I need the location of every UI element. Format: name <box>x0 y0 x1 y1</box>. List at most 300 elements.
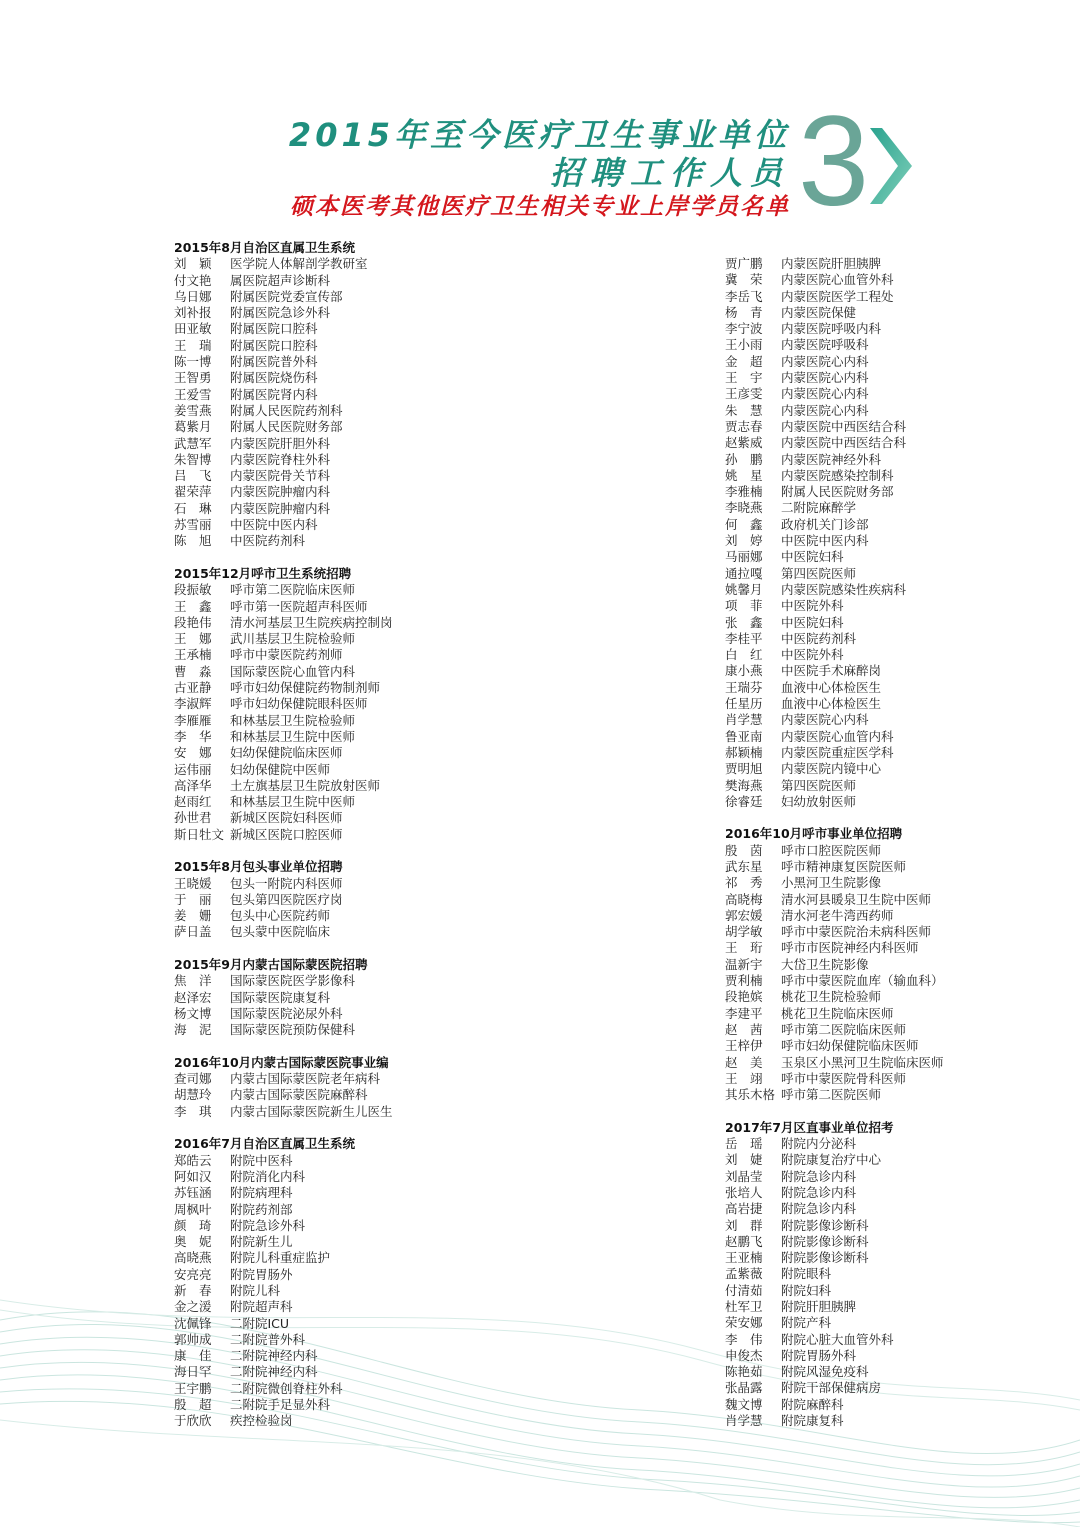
roster-row <box>174 256 534 272</box>
person-name: 刘 婕 <box>725 1152 763 1168</box>
roster-row <box>174 1087 534 1103</box>
department: 内蒙医院脊柱外科 <box>230 451 331 467</box>
roster-row <box>725 1055 1035 1071</box>
person-name: 王 珩 <box>725 940 763 956</box>
person-name: 赵泽宏 <box>174 989 212 1005</box>
roster-row <box>725 321 1035 337</box>
roster-row <box>174 615 534 631</box>
department: 国际蒙医院医学影像科 <box>230 973 356 989</box>
person-name: 李建平 <box>725 1005 763 1021</box>
person-name: 荣安娜 <box>725 1315 763 1331</box>
person-name: 王 鑫 <box>174 598 212 614</box>
roster-row <box>725 859 1035 875</box>
department: 血液中心体检医生 <box>781 679 882 695</box>
department: 二附院ICU <box>230 1315 290 1331</box>
person-name: 肖学慧 <box>725 1413 763 1429</box>
department: 内蒙医院重症医学科 <box>781 744 894 760</box>
department: 土左旗基层卫生院放射医师 <box>230 777 381 793</box>
roster-row <box>174 810 534 826</box>
roster-row <box>725 468 1035 484</box>
person-name: 陈一博 <box>174 354 212 370</box>
department: 呼市第二医院临床医师 <box>230 582 356 598</box>
person-name: 马丽娜 <box>725 549 763 565</box>
roster-row <box>174 1348 534 1364</box>
department: 附院儿科 <box>230 1283 281 1298</box>
roster-row <box>174 1202 534 1218</box>
roster-row <box>725 337 1035 353</box>
roster-row <box>174 1332 534 1348</box>
roster-section <box>174 240 534 550</box>
department: 附院肝胆胰脾 <box>781 1299 857 1314</box>
person-name: 李桂平 <box>725 630 763 646</box>
roster-row <box>174 729 534 745</box>
person-name: 李 华 <box>174 728 212 744</box>
roster-row <box>725 1364 1035 1380</box>
department: 附院超声科 <box>230 1299 293 1315</box>
roster-row <box>725 647 1035 663</box>
person-name: 武东星 <box>725 858 763 874</box>
department: 内蒙古国际蒙医院老年病科 <box>230 1071 381 1087</box>
department: 大岱卫生院影像 <box>781 956 869 972</box>
department: 和林基层卫生院中医师 <box>230 728 356 744</box>
person-name: 温新宇 <box>725 956 763 972</box>
roster-row <box>725 1218 1035 1234</box>
roster-row <box>725 989 1035 1005</box>
person-name: 郭帅成 <box>174 1331 212 1347</box>
department: 内蒙医院心内科 <box>781 386 869 402</box>
roster-row <box>725 517 1035 533</box>
person-name: 查司娜 <box>174 1071 212 1087</box>
person-name: 王小雨 <box>725 337 763 353</box>
person-name: 葛紫月 <box>174 419 212 435</box>
department: 二附院微创脊柱外科 <box>230 1380 343 1396</box>
department: 附院胃肠外 <box>230 1266 293 1282</box>
roster-row <box>725 1348 1035 1364</box>
roster-row <box>174 631 534 647</box>
roster-row <box>174 452 534 468</box>
chevron-right-icon <box>868 126 914 206</box>
person-name: 郑皓云 <box>174 1152 212 1168</box>
person-name: 赵 美 <box>725 1054 763 1070</box>
department: 第四医院医师 <box>781 777 857 793</box>
person-name: 段振敏 <box>174 582 212 598</box>
department: 附院中医科 <box>230 1152 293 1168</box>
roster-row <box>725 1038 1035 1054</box>
department: 附院干部保健病房 <box>781 1380 882 1396</box>
roster-section <box>174 859 534 940</box>
roster-row <box>725 631 1035 647</box>
person-name: 殷 超 <box>174 1397 212 1413</box>
person-name: 乌日娜 <box>174 288 212 304</box>
department: 二附院神经内科 <box>230 1348 318 1364</box>
department: 呼市第一医院超声科医师 <box>230 598 368 614</box>
person-name: 安亮亮 <box>174 1266 212 1282</box>
department: 呼市中蒙医院血库（输血科） <box>781 973 944 989</box>
roster-row <box>725 566 1035 582</box>
roster-row <box>725 1315 1035 1331</box>
person-name: 胡慧玲 <box>174 1087 212 1103</box>
roster-row <box>174 762 534 778</box>
roster-section <box>725 256 1035 810</box>
person-name: 徐睿廷 <box>725 793 763 809</box>
person-name: 任星历 <box>725 696 763 712</box>
department: 二附院手足显外科 <box>230 1397 331 1413</box>
roster-row <box>725 1201 1035 1217</box>
roster-row <box>725 1071 1035 1087</box>
person-name: 陈 旭 <box>174 533 212 549</box>
department: 内蒙古国际蒙医院新生儿医生 <box>230 1103 393 1119</box>
roster-row <box>725 778 1035 794</box>
roster-row <box>725 354 1035 370</box>
department: 附院新生儿 <box>230 1234 293 1250</box>
department: 国际蒙医院心血管内科 <box>230 663 356 679</box>
roster-row <box>174 713 534 729</box>
roster-row <box>174 876 534 892</box>
roster-row <box>725 1299 1035 1315</box>
person-name: 张晶露 <box>725 1380 763 1396</box>
department: 呼市市医院神经内科医师 <box>781 940 919 956</box>
roster-row <box>174 1185 534 1201</box>
department: 国际蒙医院预防保健科 <box>230 1022 356 1038</box>
person-name: 王彦雯 <box>725 386 763 402</box>
department: 附属医院普外科 <box>230 354 318 370</box>
person-name: 王梓伊 <box>725 1038 763 1054</box>
roster-row <box>725 843 1035 859</box>
roster-row <box>174 370 534 386</box>
person-name: 李雁雁 <box>174 712 212 728</box>
roster-section <box>725 826 1035 1103</box>
person-name: 段艳伟 <box>174 614 212 630</box>
roster-row <box>725 924 1035 940</box>
roster-row <box>174 778 534 794</box>
person-name: 萨日盖 <box>174 924 212 940</box>
roster-row <box>174 794 534 810</box>
department: 新城区医院口腔医师 <box>230 826 343 842</box>
person-name: 郭宏媛 <box>725 907 763 923</box>
person-name: 王瑞芬 <box>725 679 763 695</box>
department: 呼市妇幼保健院药物制剂师 <box>230 680 381 696</box>
person-name: 张培人 <box>725 1184 763 1200</box>
roster-row <box>174 1006 534 1022</box>
section-title: 2016年10月呼市事业单位招聘 <box>725 826 903 842</box>
department: 内蒙医院肝胆外科 <box>230 435 331 451</box>
department: 内蒙医院中西医结合科 <box>781 435 907 451</box>
roster-row <box>725 1136 1035 1152</box>
department: 附院康复治疗中心 <box>781 1152 882 1168</box>
department: 内蒙医院保健 <box>781 304 857 320</box>
department: 玉泉区小黑河卫生院临床医师 <box>781 1054 944 1070</box>
department: 小黑河卫生院影像 <box>781 875 882 891</box>
person-name: 贾广鹏 <box>725 256 763 271</box>
person-name: 颜 琦 <box>174 1217 212 1233</box>
department: 新城区医院妇科医师 <box>230 810 343 826</box>
roster-row <box>174 354 534 370</box>
person-name: 其乐木格 <box>725 1087 776 1103</box>
department: 中医院手术麻醉岗 <box>781 663 882 679</box>
roster-row <box>174 973 534 989</box>
roster-row <box>174 582 534 598</box>
person-name: 刘晶莹 <box>725 1168 763 1184</box>
roster-row <box>725 403 1035 419</box>
department: 附属人民医院药剂科 <box>230 402 343 418</box>
roster-row <box>725 533 1035 549</box>
department: 附院急诊内科 <box>781 1184 857 1200</box>
department: 血液中心体检医生 <box>781 696 882 712</box>
person-name: 杨文博 <box>174 1005 212 1021</box>
roster-row <box>174 827 534 843</box>
department: 内蒙医院心血管外科 <box>781 272 894 288</box>
roster-row <box>725 745 1035 761</box>
roster-row <box>174 403 534 419</box>
person-name: 申俊杰 <box>725 1347 763 1363</box>
person-name: 杨 青 <box>725 304 763 320</box>
department: 附院影像诊断科 <box>781 1233 869 1249</box>
person-name: 高泽华 <box>174 777 212 793</box>
department: 附院影像诊断科 <box>781 1250 869 1266</box>
section-title: 2015年8月包头事业单位招聘 <box>174 859 343 875</box>
person-name: 康 佳 <box>174 1348 212 1364</box>
roster-row <box>725 500 1035 516</box>
roster-row <box>725 794 1035 810</box>
title-line-2: 招聘工作人员 <box>549 154 790 192</box>
roster-row <box>725 957 1035 973</box>
roster-row <box>174 990 534 1006</box>
roster-row <box>174 501 534 517</box>
person-name: 姚 星 <box>725 467 763 483</box>
department: 附属人民医院财务部 <box>781 484 894 500</box>
roster-row <box>725 305 1035 321</box>
department: 内蒙医院肝胆胰脾 <box>781 256 882 271</box>
person-name: 李晓燕 <box>725 500 763 516</box>
person-name: 姜 姗 <box>174 908 212 924</box>
roster-row <box>174 647 534 663</box>
roster-row <box>174 1413 534 1429</box>
section-title: 2016年7月自治区直属卫生系统 <box>174 1136 355 1152</box>
department: 附院妇科 <box>781 1282 832 1298</box>
roster-row <box>725 892 1035 908</box>
roster-section <box>174 957 534 1038</box>
roster-row <box>725 1380 1035 1396</box>
roster-row <box>725 615 1035 631</box>
section-title: 2017年7月区直事业单位招考 <box>725 1119 894 1135</box>
page-number: 3 <box>798 90 870 233</box>
roster-row <box>725 370 1035 386</box>
department: 附属医院党委宣传部 <box>230 288 343 304</box>
roster-row <box>725 761 1035 777</box>
department: 妇幼保健院中医师 <box>230 761 331 777</box>
department: 和林基层卫生院中医师 <box>230 794 356 810</box>
roster-row <box>725 272 1035 288</box>
department: 包头蒙中医院临床 <box>230 924 331 940</box>
department: 包头中心医院药师 <box>230 908 331 924</box>
department: 二附院麻醉学 <box>781 500 857 516</box>
department: 附属人民医院财务部 <box>230 419 343 435</box>
department: 附院消化内科 <box>230 1168 306 1184</box>
department: 医学院人体解剖学教研室 <box>230 256 368 272</box>
person-name: 胡学敏 <box>725 924 763 940</box>
department: 附院心脏大血管外科 <box>781 1331 894 1347</box>
person-name: 王 瑞 <box>174 337 212 353</box>
roster-section <box>174 1055 534 1120</box>
person-name: 王宇鹏 <box>174 1380 212 1396</box>
person-name: 高晓燕 <box>174 1250 212 1266</box>
person-name: 白 红 <box>725 647 763 663</box>
roster-row <box>725 1250 1035 1266</box>
department: 呼市中蒙医院药剂师 <box>230 647 343 663</box>
person-name: 翟荣萍 <box>174 484 212 500</box>
person-name: 苏雪丽 <box>174 517 212 533</box>
roster-row <box>725 484 1035 500</box>
person-name: 杜军卫 <box>725 1299 763 1314</box>
department: 内蒙医院医学工程处 <box>781 288 894 304</box>
person-name: 李 琪 <box>174 1103 212 1119</box>
roster-row <box>174 1381 534 1397</box>
department: 内蒙医院呼吸内科 <box>781 321 882 337</box>
person-name: 张 鑫 <box>725 614 763 630</box>
roster-row <box>725 1332 1035 1348</box>
title-line-1: 2015年至今医疗卫生事业单位 <box>288 116 790 154</box>
roster-row <box>174 1022 534 1038</box>
department: 属医院超声诊断科 <box>230 272 331 288</box>
roster-row <box>174 1364 534 1380</box>
department: 中医院外科 <box>781 647 844 663</box>
department: 附院病理科 <box>230 1185 293 1201</box>
person-name: 贾志春 <box>725 418 763 434</box>
roster-row <box>725 696 1035 712</box>
person-name: 祁 秀 <box>725 875 763 891</box>
roster-row <box>725 256 1035 272</box>
roster-row <box>725 1234 1035 1250</box>
person-name: 付清茹 <box>725 1282 763 1298</box>
roster-row <box>174 338 534 354</box>
roster-row <box>174 468 534 484</box>
department: 和林基层卫生院检验师 <box>230 712 356 728</box>
department: 附院急诊外科 <box>230 1217 306 1233</box>
person-name: 赵 茜 <box>725 1021 763 1037</box>
person-name: 武慧军 <box>174 435 212 451</box>
roster-row <box>174 1218 534 1234</box>
department: 包头一附院内科医师 <box>230 875 343 891</box>
person-name: 李雅楠 <box>725 484 763 500</box>
person-name: 苏钰涵 <box>174 1185 212 1201</box>
department: 国际蒙医院泌尿外科 <box>230 1005 343 1021</box>
left-column <box>174 240 534 1446</box>
roster-row <box>174 1316 534 1332</box>
roster-row <box>725 386 1035 402</box>
department: 清水河老牛湾西药师 <box>781 907 894 923</box>
person-name: 安 娜 <box>174 745 212 761</box>
person-name: 姚馨月 <box>725 581 763 597</box>
roster-row <box>725 712 1035 728</box>
department: 内蒙医院心内科 <box>781 402 869 418</box>
roster-row <box>725 1266 1035 1282</box>
roster-row <box>174 1267 534 1283</box>
roster-row <box>725 549 1035 565</box>
roster-row <box>174 436 534 452</box>
department: 中医院药剂科 <box>781 630 857 646</box>
person-name: 高晓梅 <box>725 891 763 907</box>
roster-section <box>174 566 534 843</box>
person-name: 金 超 <box>725 353 763 369</box>
person-name: 海日罕 <box>174 1364 212 1380</box>
roster-row <box>174 1071 534 1087</box>
roster-row <box>174 599 534 615</box>
department: 中医院妇科 <box>781 549 844 565</box>
person-name: 吕 飞 <box>174 468 212 484</box>
section-title: 2015年9月内蒙古国际蒙医院招聘 <box>174 957 368 973</box>
department: 附院药剂部 <box>230 1201 293 1217</box>
person-name: 田亚敏 <box>174 321 212 337</box>
department: 妇幼保健院临床医师 <box>230 745 343 761</box>
roster-row <box>174 419 534 435</box>
roster-row <box>174 924 534 940</box>
roster-row <box>174 1299 534 1315</box>
person-name: 段艳嫔 <box>725 989 763 1005</box>
department: 附院急诊内科 <box>781 1201 857 1217</box>
department: 中医院中医内科 <box>781 533 869 549</box>
section-title: 2015年8月自治区直属卫生系统 <box>174 240 355 255</box>
person-name: 阿如汉 <box>174 1168 212 1184</box>
person-name: 新 春 <box>174 1283 212 1298</box>
roster-row <box>725 908 1035 924</box>
roster-row <box>174 1234 534 1250</box>
department: 中医院中医内科 <box>230 517 318 533</box>
person-name: 何 鑫 <box>725 516 763 532</box>
department: 内蒙医院呼吸科 <box>781 337 869 353</box>
department: 呼市第二医院医师 <box>781 1087 882 1103</box>
person-name: 曹 淼 <box>174 663 212 679</box>
person-name: 赵紫威 <box>725 435 763 451</box>
department: 呼市口腔医院医师 <box>781 842 882 858</box>
person-name: 奥 妮 <box>174 1234 212 1250</box>
department: 桃花卫生院临床医师 <box>781 1005 894 1021</box>
roster-row <box>725 973 1035 989</box>
roster-row <box>725 1169 1035 1185</box>
person-name: 肖学慧 <box>725 712 763 728</box>
person-name: 王晓媛 <box>174 875 212 891</box>
person-name: 孟紫薇 <box>725 1266 763 1282</box>
department: 疾控检验岗 <box>230 1413 293 1429</box>
roster-row <box>174 664 534 680</box>
roster-row <box>725 1152 1035 1168</box>
person-name: 冀 荣 <box>725 272 763 288</box>
department: 第四医院医师 <box>781 565 857 581</box>
department: 二附院神经内科 <box>230 1364 318 1380</box>
department: 附院产科 <box>781 1315 832 1331</box>
roster-row <box>725 680 1035 696</box>
department: 内蒙医院内镜中心 <box>781 761 882 777</box>
roster-row <box>174 273 534 289</box>
person-name: 李淑辉 <box>174 696 212 712</box>
department: 内蒙医院肿瘤内科 <box>230 484 331 500</box>
department: 附属医院急诊外科 <box>230 305 331 321</box>
department: 内蒙医院感染控制科 <box>781 467 894 483</box>
person-name: 于欣欣 <box>174 1413 212 1429</box>
person-name: 朱智博 <box>174 451 212 467</box>
section-title: 2016年10月内蒙古国际蒙医院事业编 <box>174 1054 389 1070</box>
roster-row <box>725 1397 1035 1413</box>
person-name: 石 琳 <box>174 500 212 516</box>
person-name: 孙 鹏 <box>725 451 763 467</box>
person-name: 李宁波 <box>725 321 763 337</box>
department: 附院儿科重症监护 <box>230 1250 331 1266</box>
department: 附属医院口腔科 <box>230 321 318 337</box>
person-name: 李 伟 <box>725 1331 763 1347</box>
roster-row <box>725 289 1035 305</box>
department: 内蒙医院骨关节科 <box>230 468 331 484</box>
department: 附属医院烧伤科 <box>230 370 318 386</box>
department: 中医院药剂科 <box>230 533 306 549</box>
